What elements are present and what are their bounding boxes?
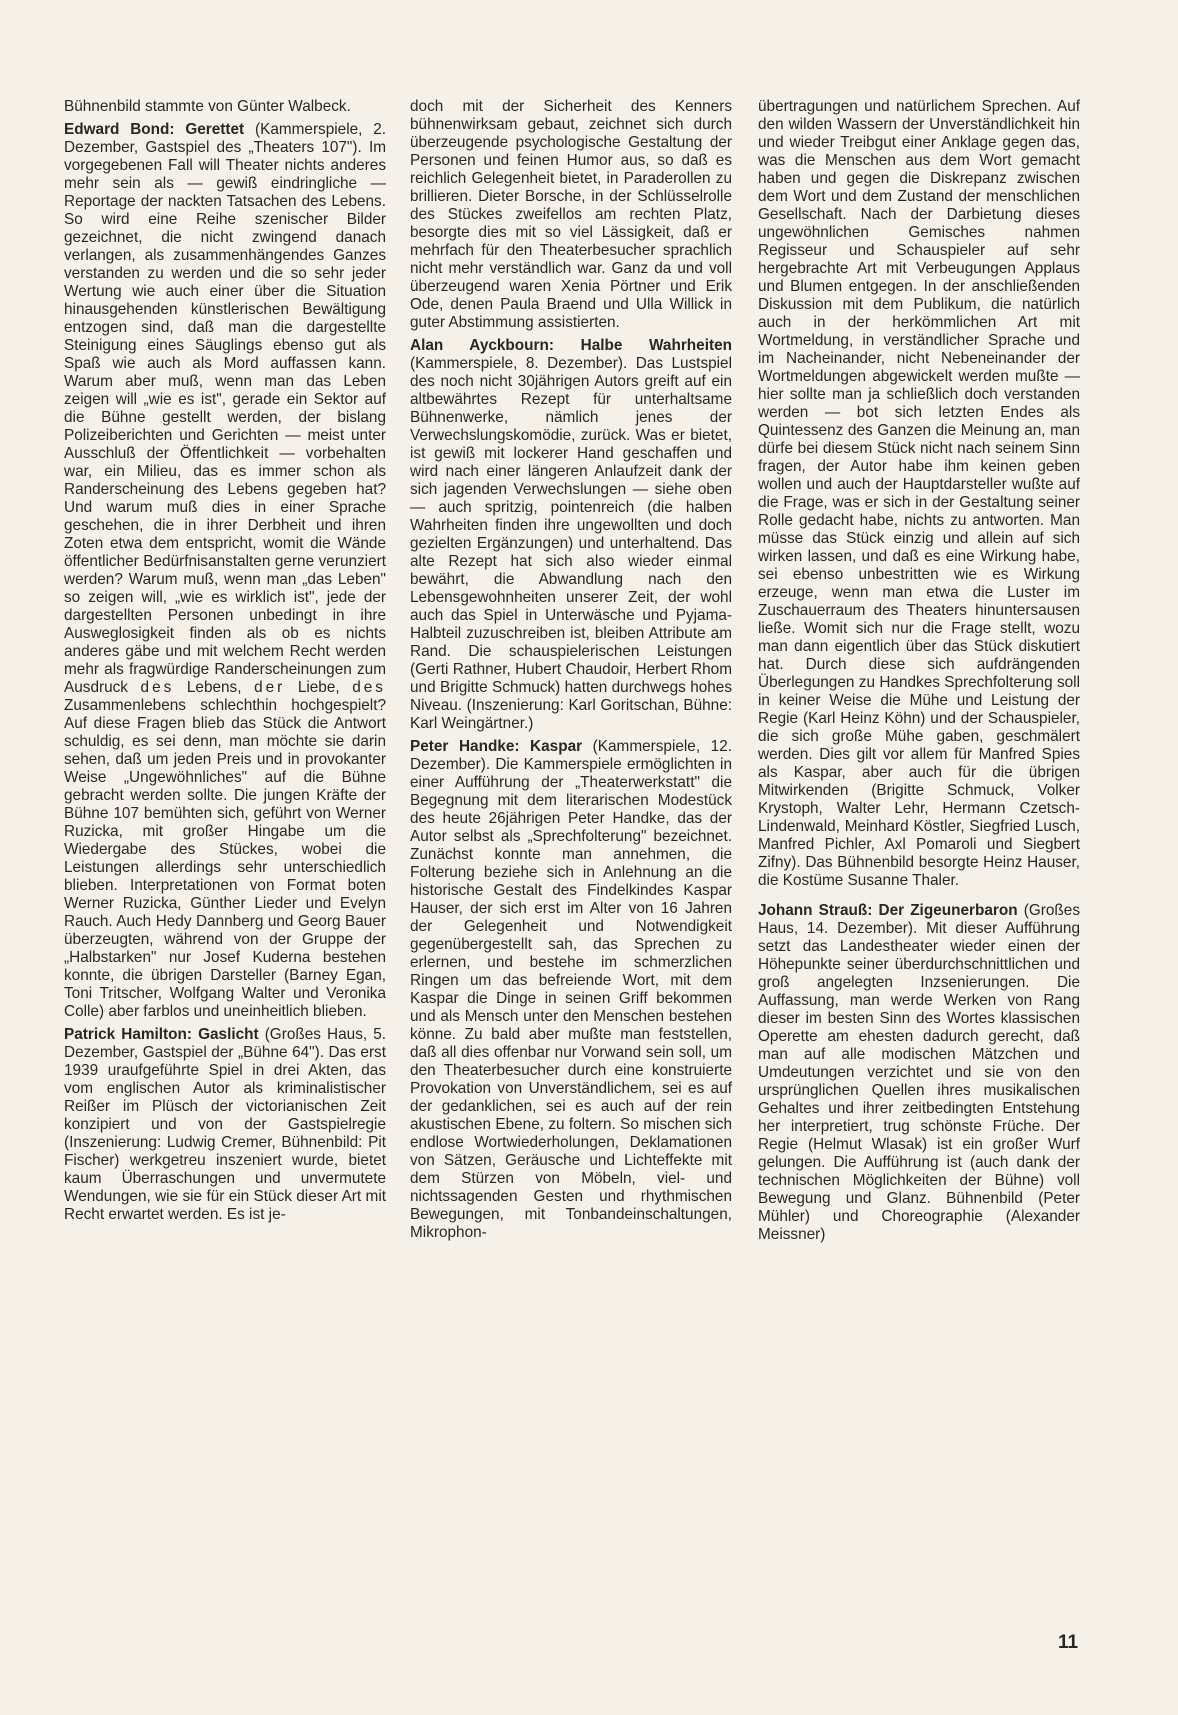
review-heading: Edward Bond: Gerettet (64, 121, 245, 138)
text-column-1 (64, 98, 386, 1229)
paragraph: doch mit der Sicherheit des Kenners bühnenwirksam gebaut, zeichnet sich durch überzeugende psychologische Gestaltung der Personen und feinen Humor aus, so daß es reichlich Gelegenheit bietet, in Paraderollen zu brillieren. Dieter Borsche, in der Schlüsselrolle des Stückes zweifellos am rechten Platz, besorgte dies mit so viel Lässigkeit, daß er mehrfach für den Theaterbesucher sprachlich nicht mehr verständlich war. Ganz da und voll überzeugend waren Xenia Pörtner und Erik Ode, denen Paula Braend und Ulla Willick in guter Abstimmung assistierten. (410, 98, 732, 331)
review-heading: Patrick Hamilton: Gaslicht (64, 1026, 259, 1043)
review-heading: Peter Handke: Kaspar (410, 738, 583, 755)
review-entry-halbe-wahrheiten (410, 337, 732, 733)
paragraph: übertragungen und natürlichem Sprechen. Auf den wilden Wassern der Unverständlichkeit hin und wieder Treibgut einer Anklage gegen das, was die Menschen aus dem Wort gemacht haben und gegen die Diskrepanz zwischen dem Wort und dem Zustand der menschlichen Gesellschaft. Nach der Darbietung dieses ungewöhnlichen Gemisches nahmen Regisseur und Schauspieler auf sehr hergebrachte Art mit Verbeugungen Applaus und Blumen entgegen. In der anschließenden Diskussion mit dem Publikum, die natürlich auch in der herkömmlichen Art mit Wortmeldung, in verständlicher Sprache und im Nacheinander, nicht Nebeneinander der Wortmeldungen abgewickelt werden mußte — hier sollte man ja schließlich doch verstanden werden — bot sich letzten Endes als Quintessenz des Ganzen die Meinung an, man dürfe bei diesem Stück nicht nach seinem Sinn fragen, der Autor habe ihm keinen geben wollen und auch der Hauptdarsteller wußte auf die Frage, was er sich in der Gestaltung seiner Rolle gedacht habe, nichts zu antworten. Man müsse das Stück einzig und allein auf sich wirken lassen, und daß es eine Wirkung habe, sei ebenso unbestritten wie es Wirkung erzeuge, wenn man etwa die Luster im Zuschauerraum des Theaters hinuntersausen ließe. Womit sich nur die Frage stellt, wozu man dann eigentlich über das Stück diskutiert hat. Durch diese sich aufdrängenden Überlegungen zu Handkes Sprechfolterung soll in keiner Weise die Mühe und Leistung der Regie (Karl Heinz Köhn) und der Schauspieler, die sich große Mühe gaben, geschmälert werden. Dies gilt vor allem für Manfred Spies als Kaspar, aber auch für die übrigen Mitwirkenden (Brigitte Schmuck, Volker Krystoph, Walter Lehr, Hermann Czetsch-Lindenwald, Meinhard Köstler, Siegfried Lusch, Manfred Pichler, Axl Pomaroli und Siegbert Zifny). Das Bühnenbild besorgte Heinz Hauser, die Kostüme Susanne Thaler. (758, 98, 1080, 889)
review-entry-gerettet (64, 121, 386, 1021)
paragraph: Bühnenbild stammte von Günter Walbeck. (64, 98, 351, 115)
review-text: Lebens, (174, 679, 255, 696)
spaced-word: des (352, 679, 386, 696)
review-entry-zigeunerbaron (758, 902, 1080, 1244)
review-text: (Kammerspiele, 8. Dezember). Das Lustspiel des noch nicht 30jährigen Autors greift auf ein altbewährtes Rezept für unterhaltsame Bühnenwerke, nämlich jenes der Verwechslungskomödie, zurück. Was er bietet, ist gewiß mit lockerer Hand geschaffen und wird nach einer längeren Anlaufzeit dank der sich jagenden Verwechslungen — siehe oben — auch spritzig, pointenreich (die halben Wahrheiten finden ihre ungewollten und doch gezielten Ergänzungen) und unterhaltend. Das alte Rezept hat sich also wieder einmal bewährt, die Abwandlung nach den Lebensgewohnheiten unserer Zeit, der wohl auch das Spiel in Unterwäsche und Pyjama-Halbteil zuzuschreiben ist, bleiben Attribute am Rand. Die schauspielerischen Leistungen (Gerti Rathner, Hubert Chaudoir, Herbert Rhom und Brigitte Schmuck) hatten durchwegs hohes Niveau. (Inszenierung: Karl Goritschan, Bühne: Karl Weingärtner.) (410, 355, 732, 732)
page-number: 11 (1058, 1632, 1079, 1653)
review-heading: Johann Strauß: Der Zigeunerbaron (758, 902, 1018, 919)
review-text: Zusammenlebens schlechthin hochgespielt? Auf diese Fragen blieb das Stück die Antwort schuldig, es sei denn, man möchte sie darin sehen, daß um jeden Preis und in provokanter Weise „Ungewöhnliches" auf die Bühne gebracht werden sollte. Die jungen Kräfte der Bühne 107 bemühten sich, geführt von Werner Ruzicka, mit großer Hingabe um die Wiedergabe des Stückes, wobei die Leistungen allerdings sehr unterschiedlich blieben. Interpretationen von Format boten Werner Ruzicka, Günther Lieder und Evelyn Rauch. Auch Hedy Dannberg und Georg Bauer überzeugten, während von der Gruppe der „Halbstarken" nur Josef Kuderna bestehen konnte, die übrigen Darsteller (Barney Egan, Toni Tritscher, Wolfgang Walter und Veronika Colle) aber farblos und uneinheitlich blieben. (64, 697, 386, 1020)
review-heading: Alan Ayckbourn: Halbe Wahrheiten (410, 337, 732, 354)
text-column-3 (758, 98, 1080, 1249)
review-text: (Kammerspiele, 12. Dezember). Die Kammerspiele ermöglichten in einer Aufführung der „Theaterwerkstatt" die Begegnung mit dem literarischen Modestück des heute 26jährigen Peter Handke, das der Autor selbst als „Sprechfolterung" bezeichnet. Zunächst konnte man annehmen, die Folterung beziehe sich in Anlehnung an die historische Gestalt des Findelkindes Kaspar Hauser, der sich erst im Alter von 16 Jahren der Gelegenheit und Notwendigkeit gegenübergestellt sah, das Sprechen zu erlernen, und bestehe im schmerzlichen Ringen um das befreiende Wort, mit dem Kaspar die Dinge in seinen Griff bekommen und als Mensch unter den Menschen bestehen könne. Zu bald aber mußte man feststellen, daß all dies offenbar nur Vorwand sein soll, um den Theaterbesucher durch eine konstruierte Provokation von Unverständlichem, sei es auf der gedanklichen, sei es auch auf der rein akustischen Ebene, zu foltern. So mischen sich endlose Wortwiederholungen, Deklamationen von Sätzen, Geräusche und Lichteffekte mit dem Stürzen von Möbeln, viel- und nichtssagenden Gesten und rhythmischen Bewegungen, mit Tonbandeinschaltungen, Mikrophon- (410, 738, 733, 1241)
spaced-word: der (254, 679, 286, 696)
review-text: Liebe, (285, 679, 353, 696)
text-column-2 (410, 98, 732, 1247)
review-entry-gaslicht (64, 1026, 386, 1224)
review-text: (Großes Haus, 5. Dezember, Gastspiel der „Bühne 64"). Das erst 1939 uraufgeführte Spiel in drei Akten, das vom englischen Autor als kriminalistischer Reißer im Plüsch der victorianischen Zeit konzipiert und von der Gastspielregie (Inszenierung: Ludwig Cremer, Bühnenbild: Pit Fischer) werkgetreu inszeniert wurde, bietet kaum Überraschungen und unvermutete Wendungen, wie sie für ein Stück dieser Art mit Recht erwartet werden. Es ist je- (64, 1026, 386, 1223)
review-text: (Kammerspiele, 2. Dezember, Gastspiel des „Theaters 107"). Im vorgegebenen Fall will Theater nichts anderes mehr sein als — gewiß eindringliche — Reportage der nackten Tatsachen des Lebens. So wird eine Reihe szenischer Bilder gezeichnet, die nicht zwingend danach verlangen, als zusammenhängendes Ganzes verstanden zu werden und die so sehr jeder Wertung wie auch einer über die Situation hinausgehenden künstlerischen Bewältigung entzogen sind, daß man die dargestellte Steinigung eines Säuglings ebenso gut als Spaß wie auch als Mord auffassen kann. Warum aber muß, wenn man das Leben zeigen will „wie es ist", gerade ein Sektor auf die Bühne gestellt werden, der bislang Polizeiberichten und Gerichten — meist unter Ausschluß der Öffentlichkeit — vorbehalten war, ein Milieu, das es immer schon als Randerscheinung des Lebens gegeben hat? Und warum muß dies in einer Sprache geschehen, die in ihrer Derbheit und ihren Zoten etwa dem entspricht, womit die Wände öffentlicher Bedürfnisanstalten gerne verunziert werden? Warum muß, wenn man „das Leben" so zeigen will, „wie es wirklich ist", jede der dargestellten Personen unbedingt in ihre Ausweglosigkeit finden als ob es nichts anderes gäbe und mit welchem Recht werden mehr als fragwürdige Randerscheinungen zum Ausdruck (64, 121, 387, 696)
spaced-word: des (140, 679, 175, 696)
review-text: (Großes Haus, 14. Dezember). Mit dieser Aufführung setzt das Landestheater wieder einen der Höhepunkte seiner überdurchschnittlichen und groß angelegten Inzsenierungen. Die Auffassung, man werde Werken von Rang dieser im besten Sinn des Wortes klassischen Operette am ehesten dadurch gerecht, daß man auf alle modischen Mätzchen und Umdeutungen verzichtet und sie von den ursprünglichen Quellen ihres musikalischen Gehaltes und ihrer zeitbedingten Entstehung her interpretiert, trug schönste Früche. Der Regie (Helmut Wlasak) ist ein großer Wurf gelungen. Die Aufführung ist (auch dank der technischen Möglichkeiten der Bühne) voll Bewegung und Glanz. Bühnenbild (Peter Mühler) und Choreographie (Alexander Meissner) (758, 902, 1080, 1243)
review-entry-kaspar (410, 738, 732, 1242)
